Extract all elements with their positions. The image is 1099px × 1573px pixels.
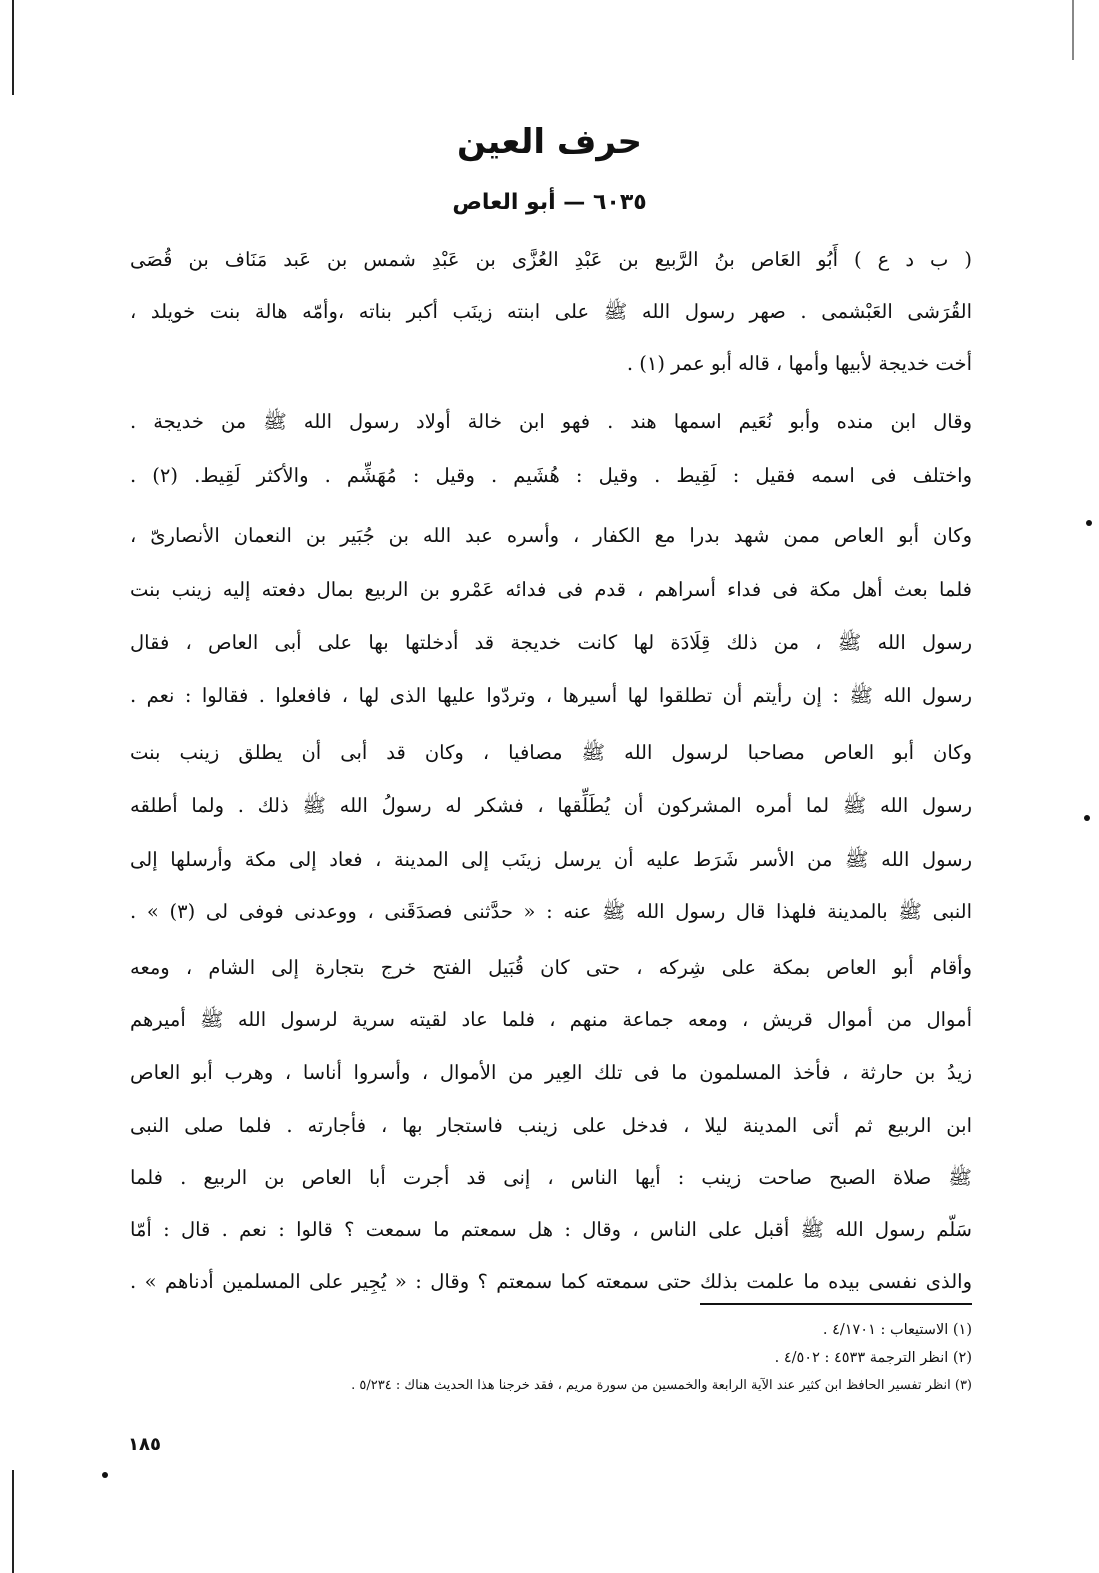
text-line: زيدُ بن حارثة ، فأخذ المسلمون ما فى تلك العِير من الأموال ، وأسروا أناسا ، وهرب أبو العاص xyxy=(130,1061,972,1084)
footnote-separator xyxy=(700,1303,972,1305)
page-title: حرف العين xyxy=(456,122,643,162)
text-line: والذى نفسى بيده ما علمت بذلك حتى سمعته كما سمعتم ؟ وقال : « يُجِير على المسلمين أدناهم » . xyxy=(130,1270,972,1293)
text-line: رسول الله ﷺ من الأسر شَرَط عليه أن يرسل زينَب إلى المدينة ، فعاد إلى مكة وأرسلها إلى xyxy=(130,848,972,871)
text-line: النبى ﷺ بالمدينة فلهذا قال رسول الله ﷺ عنه : « حدَّثنى فصدَقَنى ، ووعدنى فوفى لى (٣) » . xyxy=(130,900,972,923)
text-line: وكان أبو العاص مصاحبا لرسول الله ﷺ مصافيا ، وكان قد أبى أن يطلق زينب بنت xyxy=(130,741,972,764)
text-line: فلما بعث أهل مكة فى فداء أسراهم ، قدم فى فدائه عَمْرو بن الربيع بمال دفعته إليه زينب بنت xyxy=(130,578,972,601)
margin-dot xyxy=(102,1472,108,1478)
footnote: (١) الاستيعاب : ٤/١٧٠١ . xyxy=(822,1322,972,1338)
text-line: أموال من أموال قريش ، ومعه جماعة منهم ، فلما عاد لقيته سرية لرسول الله ﷺ أميرهم xyxy=(130,1008,972,1031)
text-line: وأقام أبو العاص بمكة على شِركه ، حتى كان قُبَيل الفتح خرج بتجارة إلى الشام ، ومعه xyxy=(130,956,972,979)
text-line: وقال ابن منده وأبو نُعَيم اسمها هند . فهو ابن خالة أولاد رسول الله ﷺ من خديجة . xyxy=(130,410,972,433)
body-text xyxy=(130,240,972,1293)
footnote: (٣) انظر تفسير الحافظ ابن كثير عند الآية الرابعة والخمسين من سورة مريم ، فقد خرجنا هذا الحديث هناك : ٥/٢٣٤ . xyxy=(351,1378,972,1393)
text-line: ﷺ صلاة الصبح صاحت زينب : أيها الناس ، إنى قد أجرت أبا العاص بن الربيع . فلما xyxy=(130,1166,972,1189)
text-line: رسول الله ﷺ لما أمره المشركون أن يُطَلِّقها ، فشكر له رسولُ الله ﷺ ذلك . ولما أطلقه xyxy=(130,794,972,817)
page-number: ١٨٥ xyxy=(128,1434,161,1455)
text-line: ( ب د ع ) أَبُو العَاص بنُ الرَّبيع بن عَبْدِ العُزَّى بن عَبْدِ شمس بن عَبد مَنَاف بن قُصَى xyxy=(130,248,972,271)
margin-dot xyxy=(1084,815,1090,821)
binding-edge-line xyxy=(12,0,14,95)
margin-mark xyxy=(1072,0,1074,60)
footnotes xyxy=(130,1322,972,1412)
text-line: القُرَشى العَبْشمى . صهر رسول الله ﷺ على ابنته زينَب أكبر بناته ،وأمّه هالة بنت خويلد ، xyxy=(130,300,972,323)
text-line: سَلّم رسول الله ﷺ أقبل على الناس ، وقال : هل سمعتم ما سمعت ؟ قالوا : نعم . قال : أمّا xyxy=(130,1218,972,1241)
text-line: ابن الربيع ثم أتى المدينة ليلا ، فدخل على زينب فاستجار بها ، فأجارته . فلما صلى النبى xyxy=(130,1114,972,1137)
text-line: أخت خديجة لأبيها وأمها ، قاله أبو عمر (١) . xyxy=(626,352,972,375)
text-line: واختلف فى اسمه فقيل : لَقِيط . وقيل : هُشَيم . وقيل : مُهَشِّم . والأكثر لَقِيط. (٢) . xyxy=(130,464,972,487)
binding-edge-line xyxy=(12,1470,14,1573)
text-line: رسول الله ﷺ ، من ذلك قِلَادَة لها كانت خديجة قد أدخلتها بها على أبى العاص ، فقال xyxy=(130,631,972,654)
text-line: وكان أبو العاص ممن شهد بدرا مع الكفار ، وأسره عبد الله بن جُبَير بن النعمان الأنصارىّ ، xyxy=(130,524,972,547)
footnote: (٢) انظر الترجمة ٤٥٣٣ : ٤/٥٠٢ . xyxy=(774,1350,972,1366)
text-line: رسول الله ﷺ : إن رأيتم أن تطلقوا لها أسيرها ، وتردّوا عليها الذى لها ، فافعلوا . فقالوا : نعم . xyxy=(130,684,972,707)
margin-dot xyxy=(1086,520,1092,526)
entry-heading: ٦٠٣٥ — أبو العاص xyxy=(452,190,647,215)
